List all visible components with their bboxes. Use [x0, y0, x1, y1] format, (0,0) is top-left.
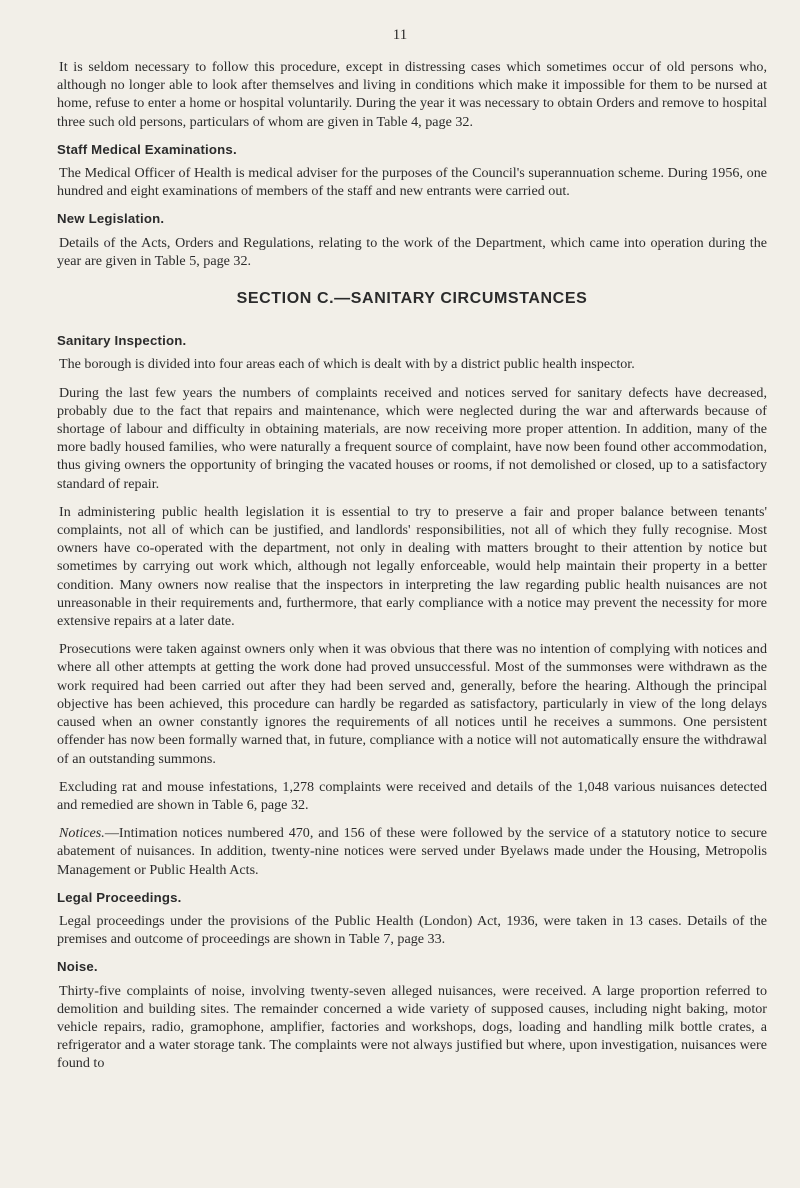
- heading-staff-medical: Staff Medical Examinations.: [57, 141, 237, 157]
- section-title: SECTION C.—SANITARY CIRCUMSTANCES: [236, 290, 588, 308]
- new-legislation-paragraph: Details of the Acts, Orders and Regulations, relating to the work of the Department, which came into operation during the year are given in Table 5, page 32.: [57, 234, 767, 269]
- noise-paragraph: Thirty-five complaints of noise, involving twenty-seven alleged nuisances, were received. A large proportion referred to demolition and building sites. The remainder concerned a wide variety of supposed causes, including night baking, motor vehicle repairs, radio, gramophone, amplifier, factories and workshops, dogs, loading and handling milk bottle crates, a refrigerator and a water storage tank. The complaints were not always justified but where, upon investigation, nuisances were found to: [57, 982, 767, 1072]
- sanitary-paragraph-5: Excluding rat and mouse infestations, 1,278 complaints were received and details of the 1,048 various nuisances detected and remedied are shown in Table 6, page 32.: [57, 778, 767, 813]
- heading-new-legislation: New Legislation.: [57, 211, 165, 227]
- heading-noise: Noise.: [57, 959, 98, 975]
- intro-paragraph: It is seldom necessary to follow this procedure, except in distressing cases which sometimes occur of old persons who, although no longer able to look after themselves and living in conditions which make it impossible for them to be nursed at home, refuse to enter a home or hospital voluntarily. During the year it was necessary to obtain Orders and remove to hospital three such old persons, particulars of whom are given in Table 4, page 32.: [57, 59, 767, 130]
- heading-legal-proceedings: Legal Proceedings.: [57, 889, 182, 905]
- staff-medical-paragraph: The Medical Officer of Health is medical adviser for the purposes of the Council's superannuation scheme. During 1956, one hundred and eight examinations of members of the staff and new entrants were carried out.: [57, 165, 767, 200]
- legal-proceedings-paragraph: Legal proceedings under the provisions of the Public Health (London) Act, 1936, were taken in 13 cases. Details of the premises and outcome of proceedings are shown in Table 7, page 33.: [57, 912, 767, 948]
- page-content: [57, 58, 767, 1073]
- sanitary-paragraph-3: In administering public health legislation it is essential to try to preserve a fair and proper balance between tenants' complaints, not all of which can be justified, and landlords' responsibilities, not all of which they fully recognise. Most owners have co-operated with the department, not only in dealing with matters brought to their attention by notice but sometimes by carrying out work which, although not legally enforceable, would help maintain their property in a better condition. Many owners now realise that the inspectors in interpreting the law regarding public health nuisances are not unreasonable in their requirements and, furthermore, that early compliance with a notice may prevent the necessity for more extensive repairs at a later date.: [57, 503, 767, 630]
- sanitary-paragraph-4: Prosecutions were taken against owners only when it was obvious that there was no intention of complying with notices and where all other attempts at getting the work done had proved unsuccessful. Most of the summonses were withdrawn as the work required had been carried out after they had been served and, generally, before the hearing. Although the principal objective has been achieved, this procedure can hardly be regarded as satisfactory, particularly in view of the long delays caused when an owner constantly ignores the requirements of all notices until he receives a summons. One persistent offender has now been formally warned that, in future, compliance with a notice will not automatically ensure the withdrawal of an outstanding summons.: [57, 641, 767, 767]
- sanitary-paragraph-2: During the last few years the numbers of complaints received and notices served for sanitary defects have decreased, probably due to the fact that repairs and maintenance, which were neglected during the war and afterwards because of shortage of labour and difficulty in obtaining materials, are now receiving more proper attention. In addition, many of the more badly housed families, who were naturally a frequent source of complaint, have now been found other accommodation, thus giving owners the opportunity of bringing the vacated houses or rooms, if not demolished or closed, up to a satisfactory standard of repair.: [57, 384, 767, 492]
- notices-lead: Notices.: [59, 825, 105, 842]
- heading-sanitary-inspection: Sanitary Inspection.: [57, 333, 187, 349]
- notices-text: —Intimation notices numbered 470, and 156 of these were followed by the service of a statutory notice to secure abatement of nuisances. In addition, twenty-nine notices were served under Byelaws made under the Housing, Metropolis Management or Public Health Acts.: [57, 825, 767, 878]
- notices-paragraph: [57, 824, 767, 879]
- page-number: 11: [392, 27, 408, 43]
- sanitary-paragraph-1: The borough is divided into four areas each of which is dealt with by a district public health inspector.: [59, 356, 635, 373]
